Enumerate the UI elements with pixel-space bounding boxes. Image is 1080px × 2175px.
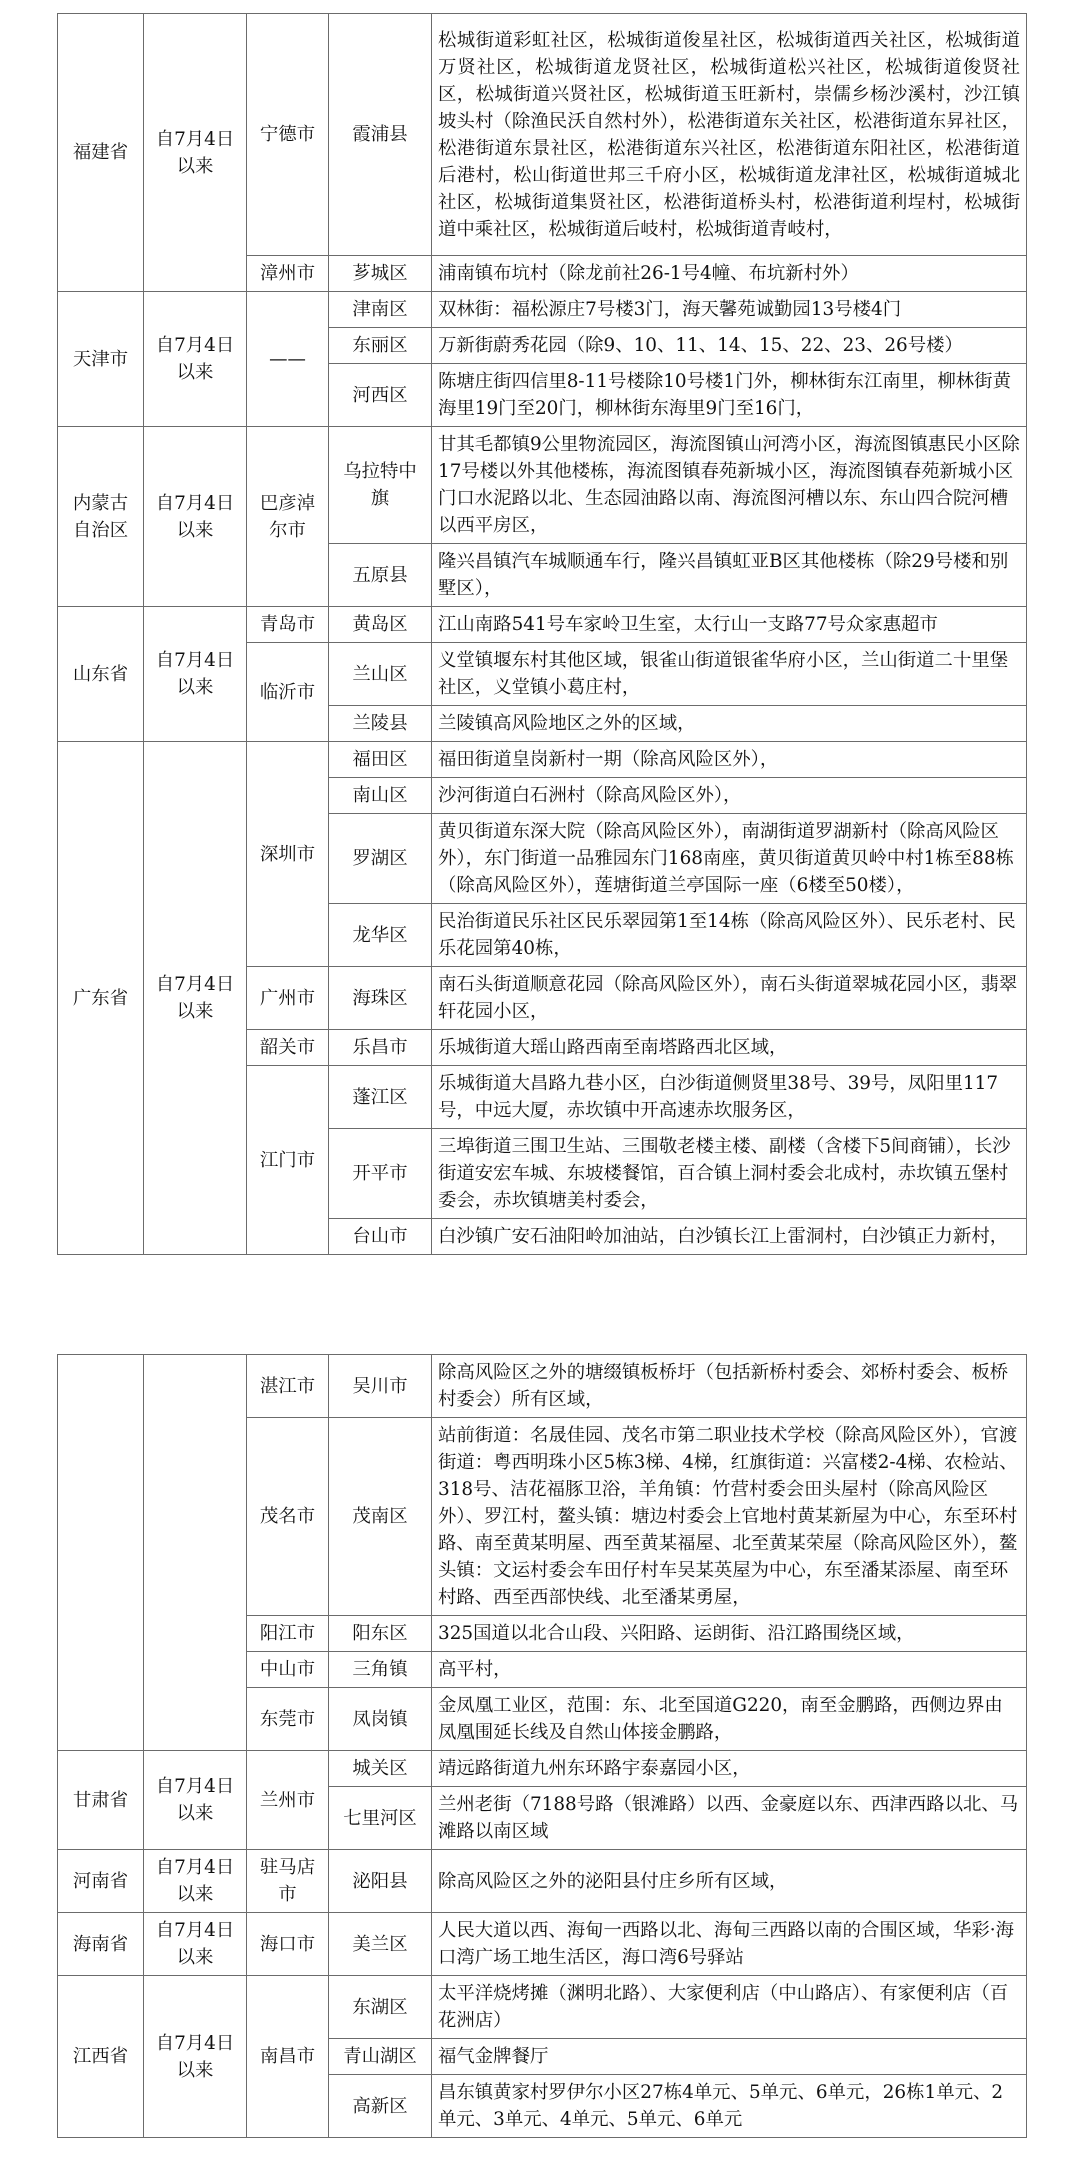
table-row bbox=[58, 607, 1027, 643]
district-cell: 黄岛区 bbox=[329, 607, 432, 643]
district-cell: 乌拉特中旗 bbox=[329, 427, 432, 544]
areas-cell: 除高风险区之外的泌阳县付庄乡所有区域， bbox=[432, 1850, 1027, 1913]
district-cell: 龙华区 bbox=[329, 904, 432, 967]
areas-cell: 福田街道皇岗新村一期（除高风险区外）， bbox=[432, 742, 1027, 778]
district-cell: 阳东区 bbox=[329, 1616, 432, 1652]
time-cell: 自7月4日以来 bbox=[144, 1913, 247, 1976]
time-cell: 自7月4日以来 bbox=[144, 742, 247, 1255]
areas-cell: 高平村， bbox=[432, 1652, 1027, 1688]
areas-cell: 福气金牌餐厅 bbox=[432, 2039, 1027, 2075]
city-cell: 湛江市 bbox=[247, 1355, 329, 1418]
table-row bbox=[58, 1751, 1027, 1787]
areas-cell: 白沙镇广安石油阳岭加油站，白沙镇长江上雷洞村，白沙镇正力新村， bbox=[432, 1219, 1027, 1255]
areas-cell: 兰州老街（7188号路（银滩路）以西、金豪庭以东、西津西路以北、马滩路以南区域 bbox=[432, 1787, 1027, 1850]
city-cell: 巴彦淖尔市 bbox=[247, 427, 329, 607]
time-cell: 自7月4日以来 bbox=[144, 14, 247, 292]
areas-cell: 民治街道民乐社区民乐翠园第1至14栋（除高风险区外）、民乐老村、民乐花园第40栋， bbox=[432, 904, 1027, 967]
district-cell: 兰陵县 bbox=[329, 706, 432, 742]
areas-cell: 站前街道：名晟佳园、茂名市第二职业技术学校（除高风险区外），官渡街道：粤西明珠小区5栋3梯、4梯，红旗街道：兴富楼2-4梯、农检站、318号、洁花福豚卫浴，羊角镇：竹营村委会田头屋村（除高风险区外）、罗江村，鳌头镇：塘边村委会上官地村黄某新屋为中心，东至环村路、南至黄某明屋、西至黄某福屋、北至黄某荣屋（除高风险区外），鳌头镇：文运村委会车田仔村车吴某英屋为中心，东至潘某添屋、南至环村路、西至西部快线、北至潘某勇屋， bbox=[432, 1418, 1027, 1616]
time-cell: 自7月4日以来 bbox=[144, 1850, 247, 1913]
time-cell: 自7月4日以来 bbox=[144, 1751, 247, 1850]
district-cell: 海珠区 bbox=[329, 967, 432, 1030]
city-cell: 驻马店市 bbox=[247, 1850, 329, 1913]
district-cell: 青山湖区 bbox=[329, 2039, 432, 2075]
time-cell: 自7月4日以来 bbox=[144, 427, 247, 607]
province-cell bbox=[58, 1355, 144, 1751]
areas-cell: 沙河街道白石洲村（除高风险区外）， bbox=[432, 778, 1027, 814]
risk-area-table-1 bbox=[57, 13, 1027, 1255]
district-cell: 南山区 bbox=[329, 778, 432, 814]
province-cell: 内蒙古自治区 bbox=[58, 427, 144, 607]
table-row bbox=[58, 1355, 1027, 1418]
district-cell: 东丽区 bbox=[329, 328, 432, 364]
city-cell: 阳江市 bbox=[247, 1616, 329, 1652]
city-cell: 漳州市 bbox=[247, 256, 329, 292]
district-cell: 美兰区 bbox=[329, 1913, 432, 1976]
time-cell: 自7月4日以来 bbox=[144, 607, 247, 742]
district-cell: 七里河区 bbox=[329, 1787, 432, 1850]
province-cell: 天津市 bbox=[58, 292, 144, 427]
city-cell: 中山市 bbox=[247, 1652, 329, 1688]
city-cell: 深圳市 bbox=[247, 742, 329, 967]
areas-cell: 万新街蔚秀花园（除9、10、11、14、15、22、23、26号楼） bbox=[432, 328, 1027, 364]
table-row bbox=[58, 1913, 1027, 1976]
areas-cell: 南石头街道顺意花园（除高风险区外），南石头街道翠城花园小区，翡翠轩花园小区， bbox=[432, 967, 1027, 1030]
district-cell: 高新区 bbox=[329, 2075, 432, 2138]
areas-cell: 甘其毛都镇9公里物流园区，海流图镇山河湾小区，海流图镇惠民小区除17号楼以外其他楼栋，海流图镇春苑新城小区，海流图镇春苑新城小区门口水泥路以北、生态园油路以南、海流图河槽以东、东山四合院河槽以西平房区， bbox=[432, 427, 1027, 544]
time-cell: 自7月4日以来 bbox=[144, 292, 247, 427]
areas-cell: 乐城街道大昌路九巷小区，白沙街道侧贤里38号、39号，凤阳里117号，中远大厦，赤坎镇中开高速赤坎服务区， bbox=[432, 1066, 1027, 1129]
city-cell: 宁德市 bbox=[247, 14, 329, 256]
city-cell: 韶关市 bbox=[247, 1030, 329, 1066]
areas-cell: 义堂镇堰东村其他区域，银雀山街道银雀华府小区，兰山街道二十里堡社区，义堂镇小葛庄村， bbox=[432, 643, 1027, 706]
areas-cell: 靖远路街道九州东环路宇泰嘉园小区， bbox=[432, 1751, 1027, 1787]
city-cell: 江门市 bbox=[247, 1066, 329, 1255]
city-cell: 广州市 bbox=[247, 967, 329, 1030]
district-cell: 东湖区 bbox=[329, 1976, 432, 2039]
province-cell: 山东省 bbox=[58, 607, 144, 742]
risk-area-table-2 bbox=[57, 1354, 1027, 2138]
city-cell: 东莞市 bbox=[247, 1688, 329, 1751]
province-cell: 福建省 bbox=[58, 14, 144, 292]
district-cell: 泌阳县 bbox=[329, 1850, 432, 1913]
district-cell: 三角镇 bbox=[329, 1652, 432, 1688]
areas-cell: 乐城街道大瑶山路西南至南塔路西北区域， bbox=[432, 1030, 1027, 1066]
city-cell: 青岛市 bbox=[247, 607, 329, 643]
areas-cell: 黄贝街道东深大院（除高风险区外），南湖街道罗湖新村（除高风险区外），东门街道一品雅园东门168南座，黄贝街道黄贝岭中村1栋至88栋（除高风险区外），莲塘街道兰亭国际一座（6楼至50楼）， bbox=[432, 814, 1027, 904]
province-cell: 海南省 bbox=[58, 1913, 144, 1976]
areas-cell: 双林街：福松源庄7号楼3门，海天馨苑诚勤园13号楼4门 bbox=[432, 292, 1027, 328]
district-cell: 台山市 bbox=[329, 1219, 432, 1255]
city-cell: 茂名市 bbox=[247, 1418, 329, 1616]
table-row bbox=[58, 1850, 1027, 1913]
areas-cell: 除高风险区之外的塘缀镇板桥圩（包括新桥村委会、郊桥村委会、板桥村委会）所有区域， bbox=[432, 1355, 1027, 1418]
province-cell: 广东省 bbox=[58, 742, 144, 1255]
table-row bbox=[58, 742, 1027, 778]
areas-cell: 昌东镇黄家村罗伊尔小区27栋4单元、5单元、6单元，26栋1单元、2单元、3单元、4单元、5单元、6单元 bbox=[432, 2075, 1027, 2138]
time-cell bbox=[144, 1355, 247, 1751]
district-cell: 城关区 bbox=[329, 1751, 432, 1787]
province-cell: 河南省 bbox=[58, 1850, 144, 1913]
district-cell: 霞浦县 bbox=[329, 14, 432, 256]
table-row bbox=[58, 427, 1027, 544]
city-cell: 兰州市 bbox=[247, 1751, 329, 1850]
city-cell: 临沂市 bbox=[247, 643, 329, 742]
areas-cell: 松城街道彩虹社区，松城街道俊星社区，松城街道西关社区，松城街道万贤社区，松城街道龙贤社区，松城街道松兴社区，松城街道俊贤社区，松城街道兴贤社区，松城街道玉旺新村，崇儒乡杨沙溪村，沙江镇坡头村（除渔民沃自然村外），松港街道东关社区，松港街道东昇社区，松港街道东景社区，松港街道东兴社区，松港街道东阳社区，松港街道后港村，松山街道世邦三千府小区，松城街道龙津社区，松城街道城北社区，松城街道集贤社区，松港街道桥头村，松港街道利埕村，松城街道中乘社区，松城街道后岐村，松城街道青岐村， bbox=[432, 14, 1027, 256]
district-cell: 开平市 bbox=[329, 1129, 432, 1219]
areas-cell: 金凤凰工业区，范围：东、北至国道G220，南至金鹏路，西侧边界由凤凰围延长线及自然山体接金鹏路， bbox=[432, 1688, 1027, 1751]
city-cell: —— bbox=[247, 292, 329, 427]
areas-cell: 兰陵镇高风险地区之外的区域， bbox=[432, 706, 1027, 742]
areas-cell: 隆兴昌镇汽车城顺通车行，隆兴昌镇虹亚B区其他楼栋（除29号楼和别墅区）， bbox=[432, 544, 1027, 607]
table-row bbox=[58, 292, 1027, 328]
areas-cell: 325国道以北合山段、兴阳路、运朗街、沿江路围绕区域， bbox=[432, 1616, 1027, 1652]
city-cell: 海口市 bbox=[247, 1913, 329, 1976]
district-cell: 福田区 bbox=[329, 742, 432, 778]
district-cell: 津南区 bbox=[329, 292, 432, 328]
areas-cell: 人民大道以西、海甸一西路以北、海甸三西路以南的合围区域，华彩·海口湾广场工地生活区，海口湾6号驿站 bbox=[432, 1913, 1027, 1976]
areas-cell: 陈塘庄街四信里8-11号楼除10号楼1门外，柳林街东江南里，柳林街黄海里19门至20门，柳林街东海里9门至16门， bbox=[432, 364, 1027, 427]
province-cell: 江西省 bbox=[58, 1976, 144, 2138]
district-cell: 蓬江区 bbox=[329, 1066, 432, 1129]
table-row bbox=[58, 14, 1027, 256]
areas-cell: 三埠街道三围卫生站、三围敬老楼主楼、副楼（含楼下5间商铺），长沙街道安宏车城、东坡楼餐馆，百合镇上洞村委会北成村，赤坎镇五堡村委会，赤坎镇塘美村委会， bbox=[432, 1129, 1027, 1219]
district-cell: 芗城区 bbox=[329, 256, 432, 292]
time-cell: 自7月4日以来 bbox=[144, 1976, 247, 2138]
district-cell: 五原县 bbox=[329, 544, 432, 607]
district-cell: 乐昌市 bbox=[329, 1030, 432, 1066]
district-cell: 罗湖区 bbox=[329, 814, 432, 904]
areas-cell: 江山南路541号车家岭卫生室，太行山一支路77号众家惠超市 bbox=[432, 607, 1027, 643]
district-cell: 河西区 bbox=[329, 364, 432, 427]
city-cell: 南昌市 bbox=[247, 1976, 329, 2138]
district-cell: 吴川市 bbox=[329, 1355, 432, 1418]
areas-cell: 太平洋烧烤摊（渊明北路）、大家便利店（中山路店）、有家便利店（百花洲店） bbox=[432, 1976, 1027, 2039]
province-cell: 甘肃省 bbox=[58, 1751, 144, 1850]
district-cell: 兰山区 bbox=[329, 643, 432, 706]
district-cell: 茂南区 bbox=[329, 1418, 432, 1616]
areas-cell: 浦南镇布坑村（除龙前社26-1号4幢、布坑新村外） bbox=[432, 256, 1027, 292]
district-cell: 凤岗镇 bbox=[329, 1688, 432, 1751]
table-row bbox=[58, 1976, 1027, 2039]
